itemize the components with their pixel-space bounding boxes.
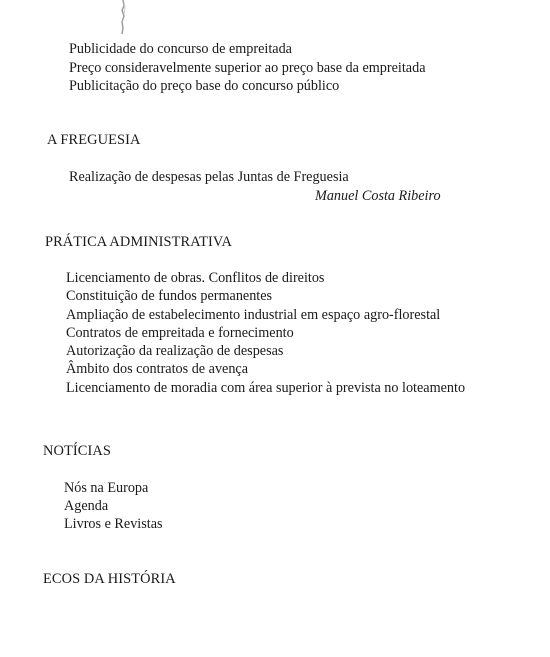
list-item: Autorização da realização de despesas bbox=[66, 343, 284, 359]
article-author: Manuel Costa Ribeiro bbox=[315, 188, 441, 204]
list-item: Agenda bbox=[64, 498, 109, 514]
list-item: Publicidade do concurso de empreitada bbox=[69, 41, 292, 57]
scan-artifact-mark bbox=[119, 0, 127, 34]
section-heading-ecos-da-historia: ECOS DA HISTÓRIA bbox=[43, 571, 176, 587]
list-item: Licenciamento de obras. Conflitos de direitos bbox=[66, 270, 325, 286]
list-item: Âmbito dos contratos de avença bbox=[66, 361, 249, 377]
list-item: Nós na Europa bbox=[64, 480, 149, 496]
list-item: Contratos de empreitada e fornecimento bbox=[66, 325, 294, 341]
list-item: Livros e Revistas bbox=[64, 516, 163, 532]
list-item: Licenciamento de moradia com área superior à prevista no loteamento bbox=[66, 380, 466, 396]
list-item: Realização de despesas pelas Juntas de Freguesia bbox=[69, 169, 349, 185]
list-item: Preço consideravelmente superior ao preço base da empreitada bbox=[69, 60, 426, 76]
list-item: Ampliação de estabelecimento industrial em espaço agro-florestal bbox=[66, 307, 441, 323]
list-item: Publicitação do preço base do concurso público bbox=[69, 78, 340, 94]
section-heading-noticias: NOTÍCIAS bbox=[43, 443, 111, 459]
list-item: Constituição de fundos permanentes bbox=[66, 288, 273, 304]
section-heading-freguesia: A FREGUESIA bbox=[47, 132, 141, 148]
section-heading-pratica-administrativa: PRÁTICA ADMINISTRATIVA bbox=[45, 234, 233, 250]
